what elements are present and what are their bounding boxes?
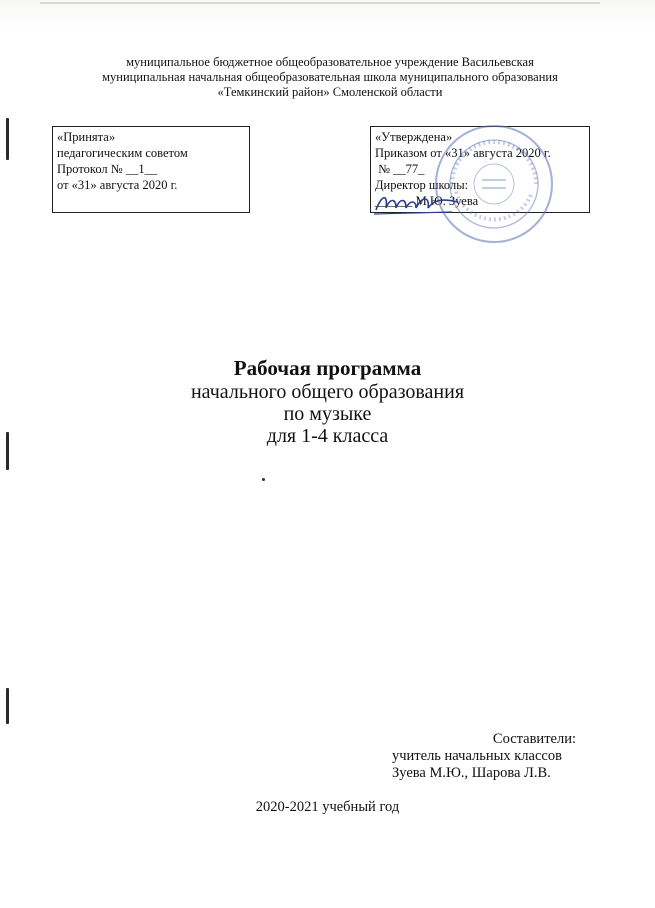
director-signature-icon <box>372 190 462 216</box>
binder-mark <box>6 688 9 724</box>
accepted-box <box>52 126 250 213</box>
approved-number: № __77_ <box>375 162 425 176</box>
header-line: муниципальное бюджетное общеобразовательное учреждение Васильевская <box>126 55 534 69</box>
title-grades: для 1-4 класса <box>266 425 389 447</box>
authors-block <box>392 731 592 782</box>
accepted-protocol: Протокол № __1__ <box>57 162 158 176</box>
approved-order: Приказом от «31» августа 2020 г. <box>375 146 551 160</box>
program-title <box>100 355 555 447</box>
binder-mark <box>6 432 9 470</box>
title-subject: по музыке <box>283 403 372 425</box>
school-header <box>60 55 600 100</box>
scan-edge <box>40 2 600 4</box>
accepted-by: педагогическим советом <box>57 146 188 160</box>
school-stamp-icon <box>432 122 556 246</box>
accepted-label: «Принята» <box>57 130 116 144</box>
authors-heading: Составители: <box>492 731 576 747</box>
approved-label: «Утверждена» <box>375 130 453 144</box>
header-line: муниципальная начальная общеобразовательная школа муниципального образования <box>102 70 558 84</box>
title-level: начального общего образования <box>190 381 465 403</box>
stray-dot <box>262 478 265 481</box>
binder-mark <box>6 118 9 160</box>
accepted-date: от «31» августа 2020 г. <box>57 178 178 192</box>
title-main: Рабочая программа <box>233 356 422 380</box>
authors-role: учитель начальных классов <box>392 748 562 764</box>
header-line: «Темкинский район» Смоленской области <box>217 85 443 99</box>
approved-director-label: Директор школы: <box>375 178 469 192</box>
approved-director-name: ______ М.Ю. Зуева <box>375 194 479 208</box>
academic-year: 2020-2021 учебный год <box>255 799 400 815</box>
authors-names: Зуева М.Ю., Шарова Л.В. <box>392 765 551 781</box>
